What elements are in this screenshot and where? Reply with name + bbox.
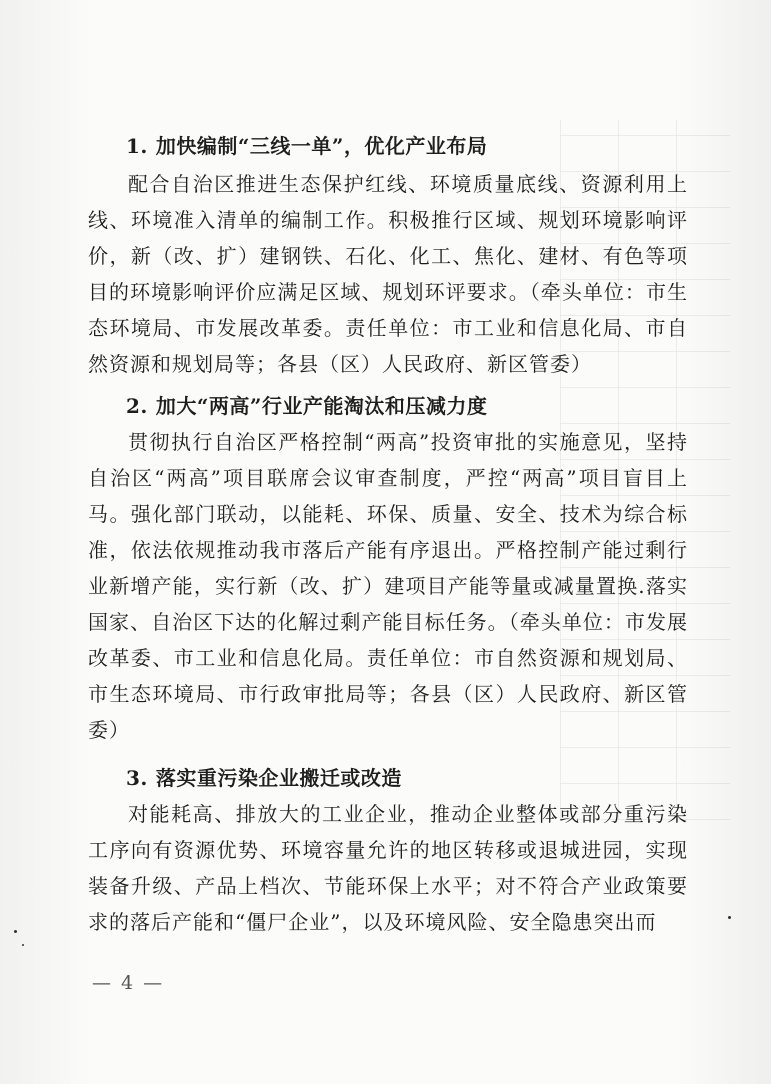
section-heading-1 [88,128,688,164]
section-number: 1. [126,134,148,158]
page-number: — 4 — [92,972,165,994]
section-paragraph-3: 对能耗高、排放大的工业企业，推动企业整体或部分重污染工序向有资源优势、环境容量允许的地区转移或退城进园，实现装备升级、产品上档次、节能环保上水平；对不符合产业政策要求的落后产能和“僵尸企业”，以及环境风险、安全隐患突出而 [88,802,688,934]
scan-speck [728,916,731,919]
section-title: 加快编制“三线一单”，优化产业布局 [155,134,488,158]
section-title: 落实重污染企业搬迁或改造 [155,766,402,790]
section-title: 加大“两高”行业产能淘汰和压减力度 [155,394,488,418]
section-number: 3. [126,766,148,790]
section-number: 2. [126,394,148,418]
section-paragraph-2: 贯彻执行自治区严格控制“两高”投资审批的实施意见，坚持自治区“两高”项目联席会议审查制度，严控“两高”项目盲目上马。强化部门联动，以能耗、环保、质量、安全、技术为综合标准，依法依规推动我市落后产能有序退出。严格控制产能过剩行业新增产能，实行新（改、扩）建项目产能等量或减量置换.落实国家、自治区下达的化解过剩产能目标任务。（牵头单位：市发展改革委、市工业和信息化局。责任单位：市自然资源和规划局、市生态环境局、市行政审批局等；各县（区）人民政府、新区管委） [88,430,688,742]
section-heading-2 [88,388,688,424]
section-paragraph-1: 配合自治区推进生态保护红线、环境质量底线、资源利用上线、环境准入清单的编制工作。积极推行区域、规划环境影响评价，新（改、扩）建钢铁、石化、化工、焦化、建材、有色等项目的环境影响评价应满足区域、规划环评要求。（牵头单位：市生态环境局、市发展改革委。责任单位：市工业和信息化局、市自然资源和规划局等；各县（区）人民政府、新区管委） [88,172,688,376]
section-heading-3 [88,760,688,796]
document-body [88,128,688,940]
scan-speck [22,944,24,946]
scan-speck [14,930,17,933]
